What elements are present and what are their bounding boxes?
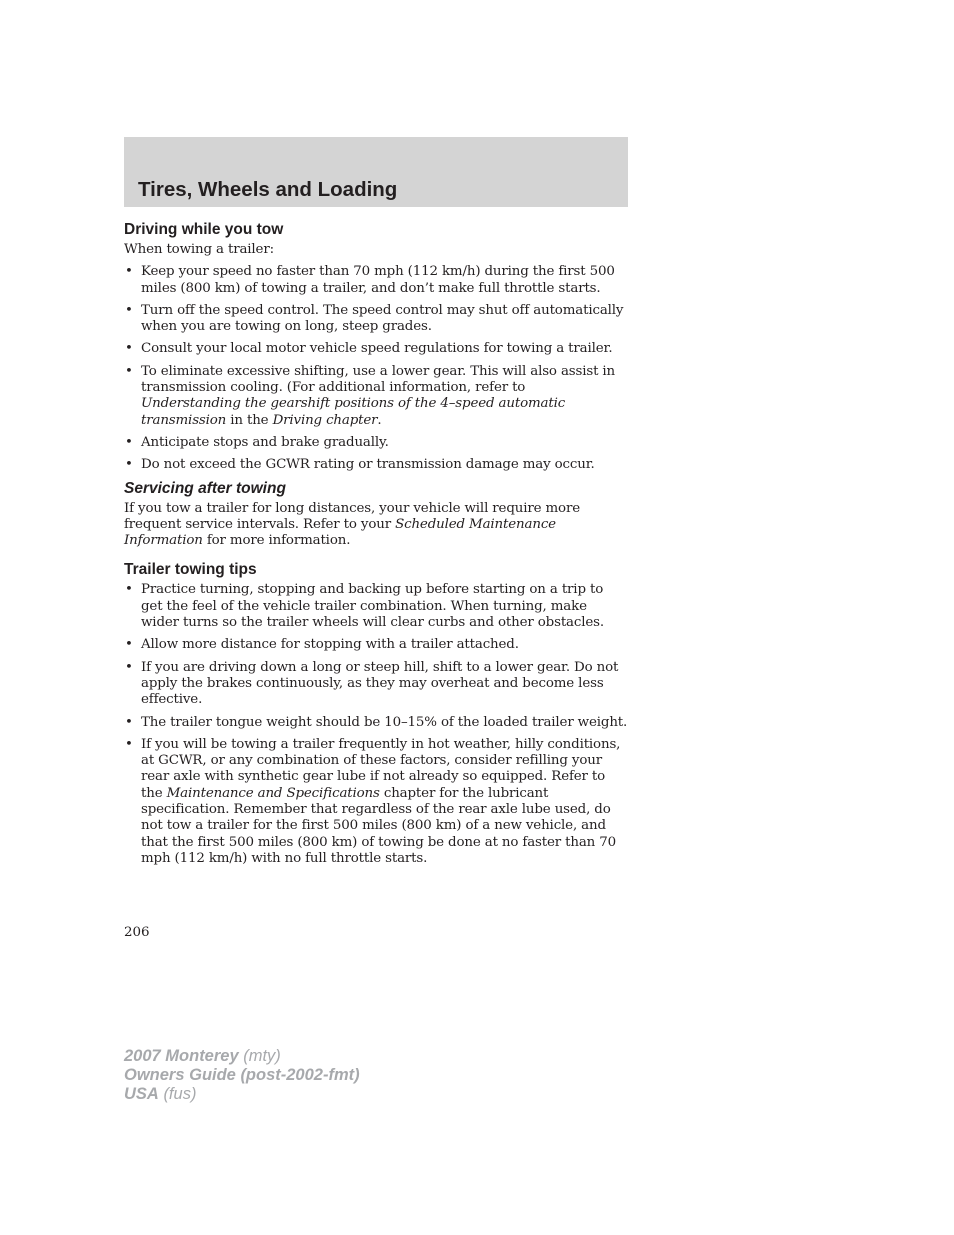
list-item: • Keep your speed no faster than 70 mph (112 km/h) during the first 500 miles (800 km) of towing a trailer, and don’t make full throttle starts. <box>124 264 628 297</box>
document-footer <box>124 1047 360 1104</box>
page-title: Tires, Wheels and Loading <box>138 178 398 201</box>
heading-servicing-after-towing: Servicing after towing <box>124 479 286 497</box>
cross-reference-gearshift: Understanding the gearshift positions of the 4–speed automatic transmission <box>141 396 566 428</box>
driving-bullet-list <box>124 264 628 473</box>
footer-market: USA <box>124 1085 159 1103</box>
servicing-paragraph <box>124 501 628 550</box>
cross-reference-maintenance-specifications: Maintenance and Specifications <box>166 785 380 801</box>
page-number: 206 <box>124 925 150 940</box>
list-item: • Consult your local motor vehicle speed regulations for towing a trailer. <box>124 341 628 357</box>
list-item <box>124 364 628 429</box>
bullet-text: If you will be towing a trailer frequently in hot weather, hilly conditions, at GCWR, or any combination of these factors, consider refilling your rear axle with synthetic gear lube if not already so equipped. Refer to the <box>141 736 621 801</box>
footer-model-code: (mty) <box>243 1047 281 1065</box>
list-item: • If you are driving down a long or steep hill, shift to a lower gear. Do not apply the brakes continuously, as they may overheat and become less effective. <box>124 660 628 709</box>
bullet-text: To eliminate excessive shifting, use a lower gear. This will also assist in transmission cooling. (For additional information, refer to <box>141 363 616 396</box>
cross-reference-driving-chapter: Driving chapter <box>272 412 378 428</box>
list-item: • Anticipate stops and brake gradually. <box>124 435 628 451</box>
list-item: • The trailer tongue weight should be 10–15% of the loaded trailer weight. <box>124 715 628 731</box>
bullet-text: in the <box>226 412 273 428</box>
footer-line-model <box>124 1047 360 1066</box>
tips-bullet-list <box>124 582 628 867</box>
page-content <box>124 221 628 873</box>
bullet-text: . <box>377 412 382 428</box>
driving-intro: When towing a trailer: <box>124 242 274 257</box>
list-item: • Allow more distance for stopping with a trailer attached. <box>124 637 628 653</box>
heading-driving-while-you-tow: Driving while you tow <box>124 221 284 238</box>
footer-line-market <box>124 1085 360 1104</box>
list-item: • Turn off the speed control. The speed control may shut off automatically when you are towing on long, steep grades. <box>124 303 628 336</box>
list-item: • Do not exceed the GCWR rating or transmission damage may occur. <box>124 457 628 473</box>
footer-model: 2007 Monterey <box>124 1047 239 1065</box>
footer-guide: Owners Guide (post-2002-fmt) <box>124 1066 360 1084</box>
list-item <box>124 737 628 867</box>
bullet-text: chapter for the lubricant specification. Remember that regardless of the rear axle lube used, do not tow a trailer for the first 500 miles (800 km) of a new vehicle, and that the first 500 miles (800 km) of towing be done at no faster than 70 mph (112 km/h) with no full throttle starts. <box>141 785 616 866</box>
heading-trailer-towing-tips: Trailer towing tips <box>124 561 257 579</box>
footer-line-guide <box>124 1066 360 1085</box>
paragraph-text: for more information. <box>202 533 351 549</box>
paragraph-text: If you tow a trailer for long distances, your vehicle will require more frequent service intervals. Refer to your <box>124 500 580 532</box>
footer-market-code: (fus) <box>163 1085 197 1103</box>
list-item: • Practice turning, stopping and backing up before starting on a trip to get the feel of the vehicle trailer combination. When turning, make wider turns so the trailer wheels will clear curbs and other obstacles. <box>124 582 628 631</box>
cross-reference-scheduled-maintenance: Scheduled Maintenance Information <box>124 516 556 549</box>
section-header-band <box>124 137 628 207</box>
